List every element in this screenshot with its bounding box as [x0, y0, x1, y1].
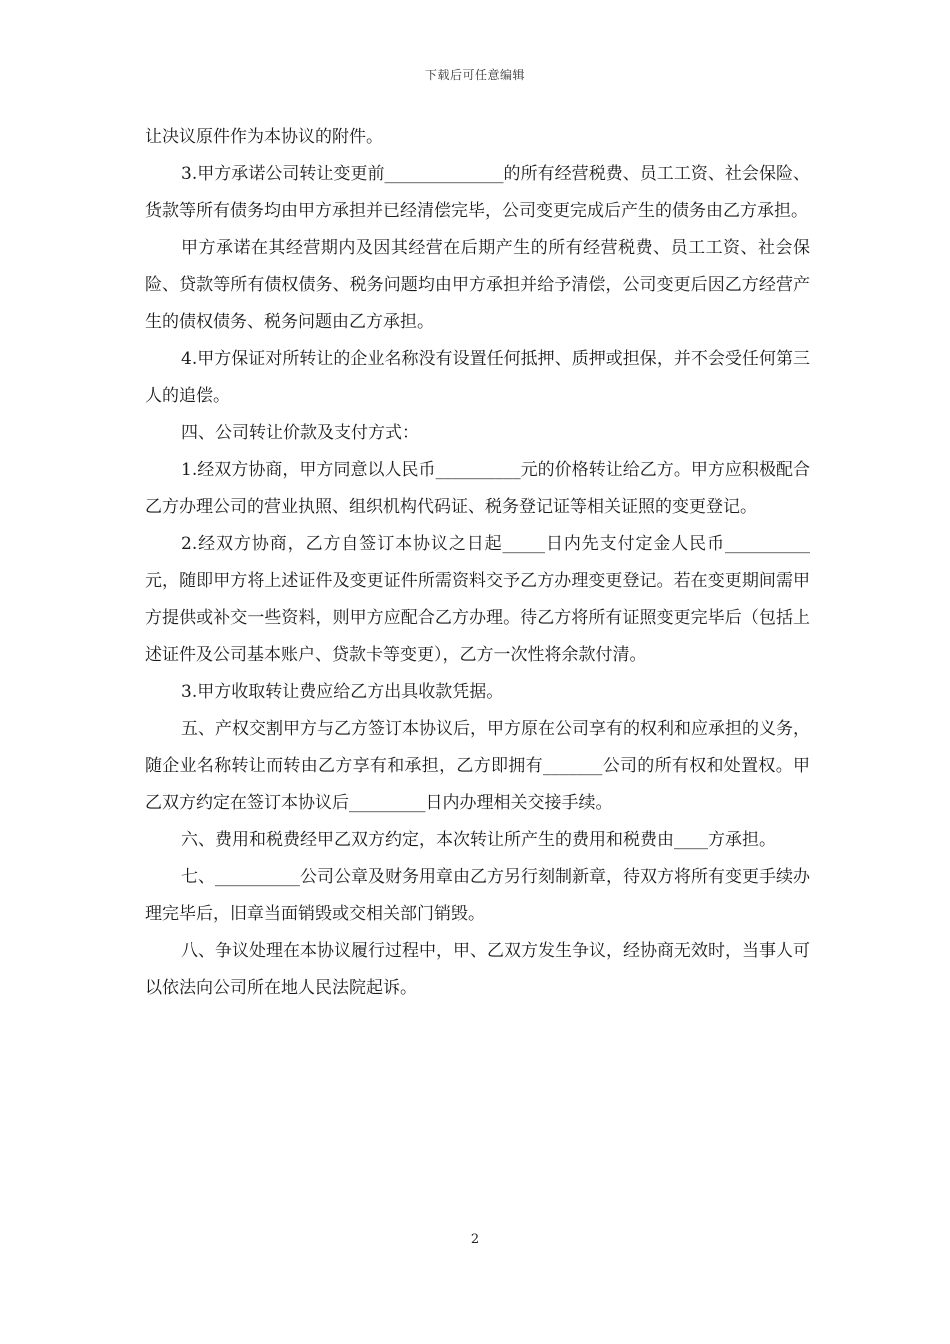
page-header: 下载后可任意编辑: [424, 68, 525, 82]
paragraph-payment-3-receipt: 3.甲方收取转让费应给乙方出具收款凭据。: [181, 682, 504, 702]
paragraph-attachment-note: 让决议原件作为本协议的附件。: [145, 127, 383, 147]
page-number: 2: [470, 1232, 480, 1247]
paragraph-clause-3-debts: 3.甲方承诺公司转让变更前______________的所有经营税费、员工工资、社会保险、货款等所有债务均由甲方承担并已经清偿完毕，公司变更完成后产生的债务由乙方承担。: [145, 164, 810, 221]
paragraph-section-5-transfer: 五、产权交割甲方与乙方签订本协议后，甲方原在公司享有的权利和应承担的义务，随企业名称转让而转由乙方享有和承担，乙方即拥有_______公司的所有权和处置权。甲乙双方约定在签订本协议后_________日内办理相关交接手续。: [145, 719, 810, 813]
paragraph-payment-1-price: 1.经双方协商，甲方同意以人民币__________元的价格转让给乙方。甲方应积极配合乙方办理公司的营业执照、组织机构代码证、税务登记证等相关证照的变更登记。: [145, 460, 810, 517]
paragraph-payment-2-deposit: 2.经双方协商，乙方自签订本协议之日起_____日内先支付定金人民币__________元，随即甲方将上述证件及变更证件所需资料交予乙方办理变更登记。若在变更期间需甲方提供或补交一些资料，则甲方应配合乙方办理。待乙方将所有证照变更完毕后（包括上述证件及公司基本账户、贷款卡等变更），乙方一次性将余款付清。: [145, 534, 810, 665]
paragraph-clause-4-no-mortgage: 4.甲方保证对所转让的企业名称没有设置任何抵押、质押或担保，并不会受任何第三人的追偿。: [145, 349, 810, 406]
paragraph-section-7-seals: 七、__________公司公章及财务用章由乙方另行刻制新章，待双方将所有变更手续办理完毕后，旧章当面销毁或交相关部门销毁。: [145, 867, 810, 924]
section-heading-price-payment: 四、公司转让价款及支付方式：: [181, 423, 419, 443]
paragraph-section-8-disputes: 八、争议处理在本协议履行过程中，甲、乙双方发生争议，经协商无效时，当事人可以依法向公司所在地人民法院起诉。: [145, 941, 810, 998]
document-body: [145, 119, 810, 1007]
paragraph-clause-3-tax-liabilities: 甲方承诺在其经营期内及因其经营在后期产生的所有经营税费、员工工资、社会保险、贷款等所有债权债务、税务问题均由甲方承担并给予清偿，公司变更后因乙方经营产生的债权债务、税务问题由乙方承担。: [145, 238, 810, 332]
paragraph-section-6-fees: 六、费用和税费经甲乙双方约定，本次转让所产生的费用和税费由____方承担。: [181, 830, 776, 850]
